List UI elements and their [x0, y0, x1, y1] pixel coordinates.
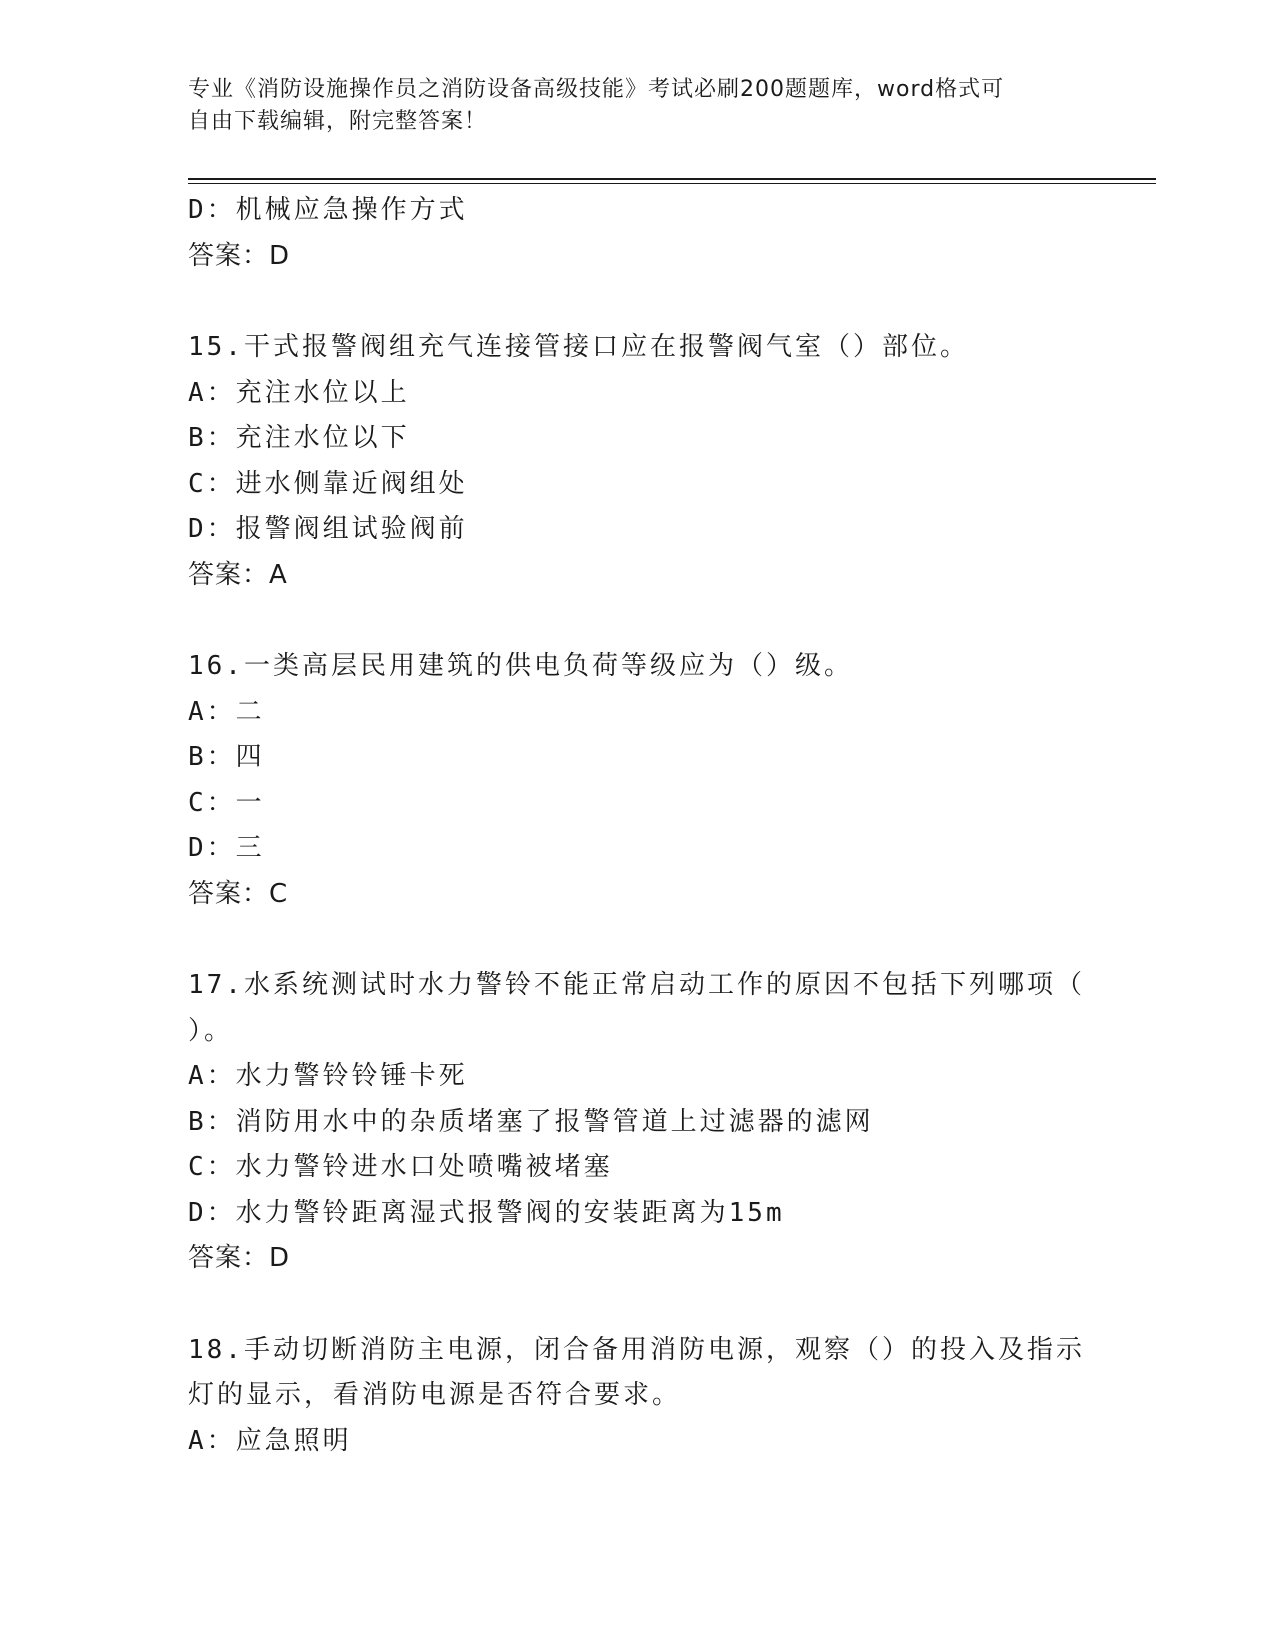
spacer [188, 598, 1088, 644]
spacer [188, 1282, 1088, 1328]
q15-stem: 15.干式报警阀组充气连接管接口应在报警阀气室（）部位。 [188, 332, 969, 362]
q17-option-c: C：水力警铃进水口处喷嘴被堵塞 [188, 1152, 613, 1182]
q18-stem-line-1: 18.手动切断消防主电源，闭合备用消防电源，观察（）的投入及指示 [188, 1334, 1085, 1365]
q17-option-b: B：消防用水中的杂质堵塞了报警管道上过滤器的滤网 [188, 1106, 874, 1137]
header-divider-thick [188, 178, 1156, 180]
q17-option-d: D：水力警铃距离湿式报警阀的安装距离为15m [188, 1197, 785, 1228]
q16-stem: 16.一类高层民用建筑的供电负荷等级应为（）级。 [188, 651, 853, 681]
q17-answer: 答案：D [188, 1243, 291, 1273]
header-divider-thin [188, 183, 1156, 184]
q16-option-c: C：一 [188, 787, 265, 818]
q16-option-d: D：三 [188, 833, 265, 863]
q16-answer: 答案：C [188, 878, 289, 909]
q15-option-a: A：充注水位以上 [188, 377, 410, 408]
q17-option-a: A：水力警铃铃锤卡死 [188, 1061, 468, 1091]
q18-stem-line-2: 灯的显示，看消防电源是否符合要求。 [188, 1380, 682, 1410]
q17-stem-line-1: 17.水系统测试时水力警铃不能正常启动工作的原因不包括下列哪项（ [188, 970, 1085, 1000]
q18-option-a: A：应急照明 [188, 1425, 352, 1456]
q15-answer: 答案：A [188, 559, 288, 590]
q16-option-b: B：四 [188, 742, 265, 772]
prev-answer: 答案：D [188, 240, 291, 271]
q15-option-d: D：报警阀组试验阀前 [188, 514, 468, 544]
prev-option-d: D：机械应急操作方式 [188, 195, 468, 225]
q15-option-c: C：进水侧靠近阀组处 [188, 468, 468, 499]
document-header [188, 74, 1088, 138]
spacer [188, 279, 1088, 325]
header-line-1: 专业《消防设施操作员之消防设备高级技能》考试必刷200题题库，word格式可 [188, 77, 1005, 102]
spacer [188, 917, 1088, 963]
q16-option-a: A：二 [188, 696, 265, 727]
question-content [188, 188, 1088, 1464]
q17-stem-line-2: ）。 [188, 1015, 234, 1046]
q15-option-b: B：充注水位以下 [188, 423, 410, 453]
header-line-2: 自由下载编辑，附完整答案！ [188, 109, 488, 134]
